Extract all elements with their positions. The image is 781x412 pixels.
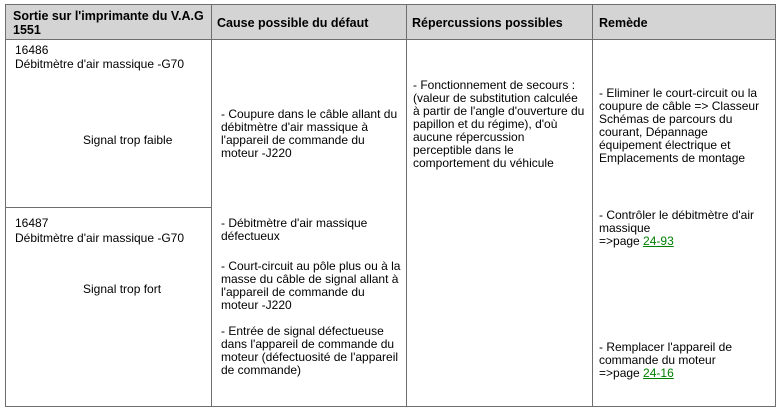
page-ref-prefix: =>page <box>599 366 644 380</box>
header-repercussions: Répercussions possibles <box>412 16 563 30</box>
cause-short-circuit: - Court-circuit au pôle plus ou à la masse du câble de signal allant à l'appareil de commande du moteur -J220 <box>221 259 401 312</box>
col-divider-2 <box>406 5 407 406</box>
remedy-replace-ecu <box>599 341 769 380</box>
signal-too-high: Signal trop fort <box>83 282 162 296</box>
row-divider <box>6 207 211 208</box>
col-divider-3 <box>592 5 593 406</box>
header-cause: Cause possible du défaut <box>217 16 369 30</box>
header-remedy: Remède <box>599 16 648 30</box>
page-link-24-93[interactable]: 24-93 <box>643 234 674 248</box>
page-link-24-16[interactable]: 24-16 <box>643 366 674 380</box>
fault-table <box>5 4 776 407</box>
fault-code-16487: 16487 <box>15 216 49 230</box>
col-divider-1 <box>211 5 212 406</box>
component-name: Débitmètre d'air massique -G70 <box>15 231 185 245</box>
cause-signal-input-defective: - Entrée de signal défectueuse dans l'appareil de commande du moteur (défectuosité de l'appareil de commande) <box>221 324 399 377</box>
remedy-check-sensor <box>599 209 769 248</box>
page-ref-prefix: =>page <box>599 234 644 248</box>
cause-cable-break: - Coupure dans le câble allant du débitmètre d'air massique à l'appareil de commande du moteur -J220 <box>221 107 398 160</box>
remedy-replace-ecu-text: - Remplacer l'appareil de commande du moteur <box>599 340 733 367</box>
remedy-repair-wiring: - Eliminer le court-circuit ou la coupure de câble => Classeur Schémas de parcours du courant, Dépannage équipement électrique et Emplacements de montage <box>599 86 760 165</box>
component-name: Débitmètre d'air massique -G70 <box>15 57 185 71</box>
repercussion-text: - Fonctionnement de secours : (valeur de substitution calculée à partir de l'angle d'ouverture du papillon et du régime), d'où aucune répercussion perceptible dans le comportement du véhicule <box>413 78 585 170</box>
cause-sensor-defective: - Débitmètre d'air massique défectueux <box>221 216 368 243</box>
remedy-check-sensor-text: - Contrôler le débitmètre d'air massique <box>599 208 755 235</box>
header-printer-output: Sortie sur l'imprimante du V.A.G 1551 <box>13 9 204 37</box>
signal-too-low: Signal trop faible <box>83 133 173 147</box>
fault-code-16486: 16486 <box>15 43 49 57</box>
